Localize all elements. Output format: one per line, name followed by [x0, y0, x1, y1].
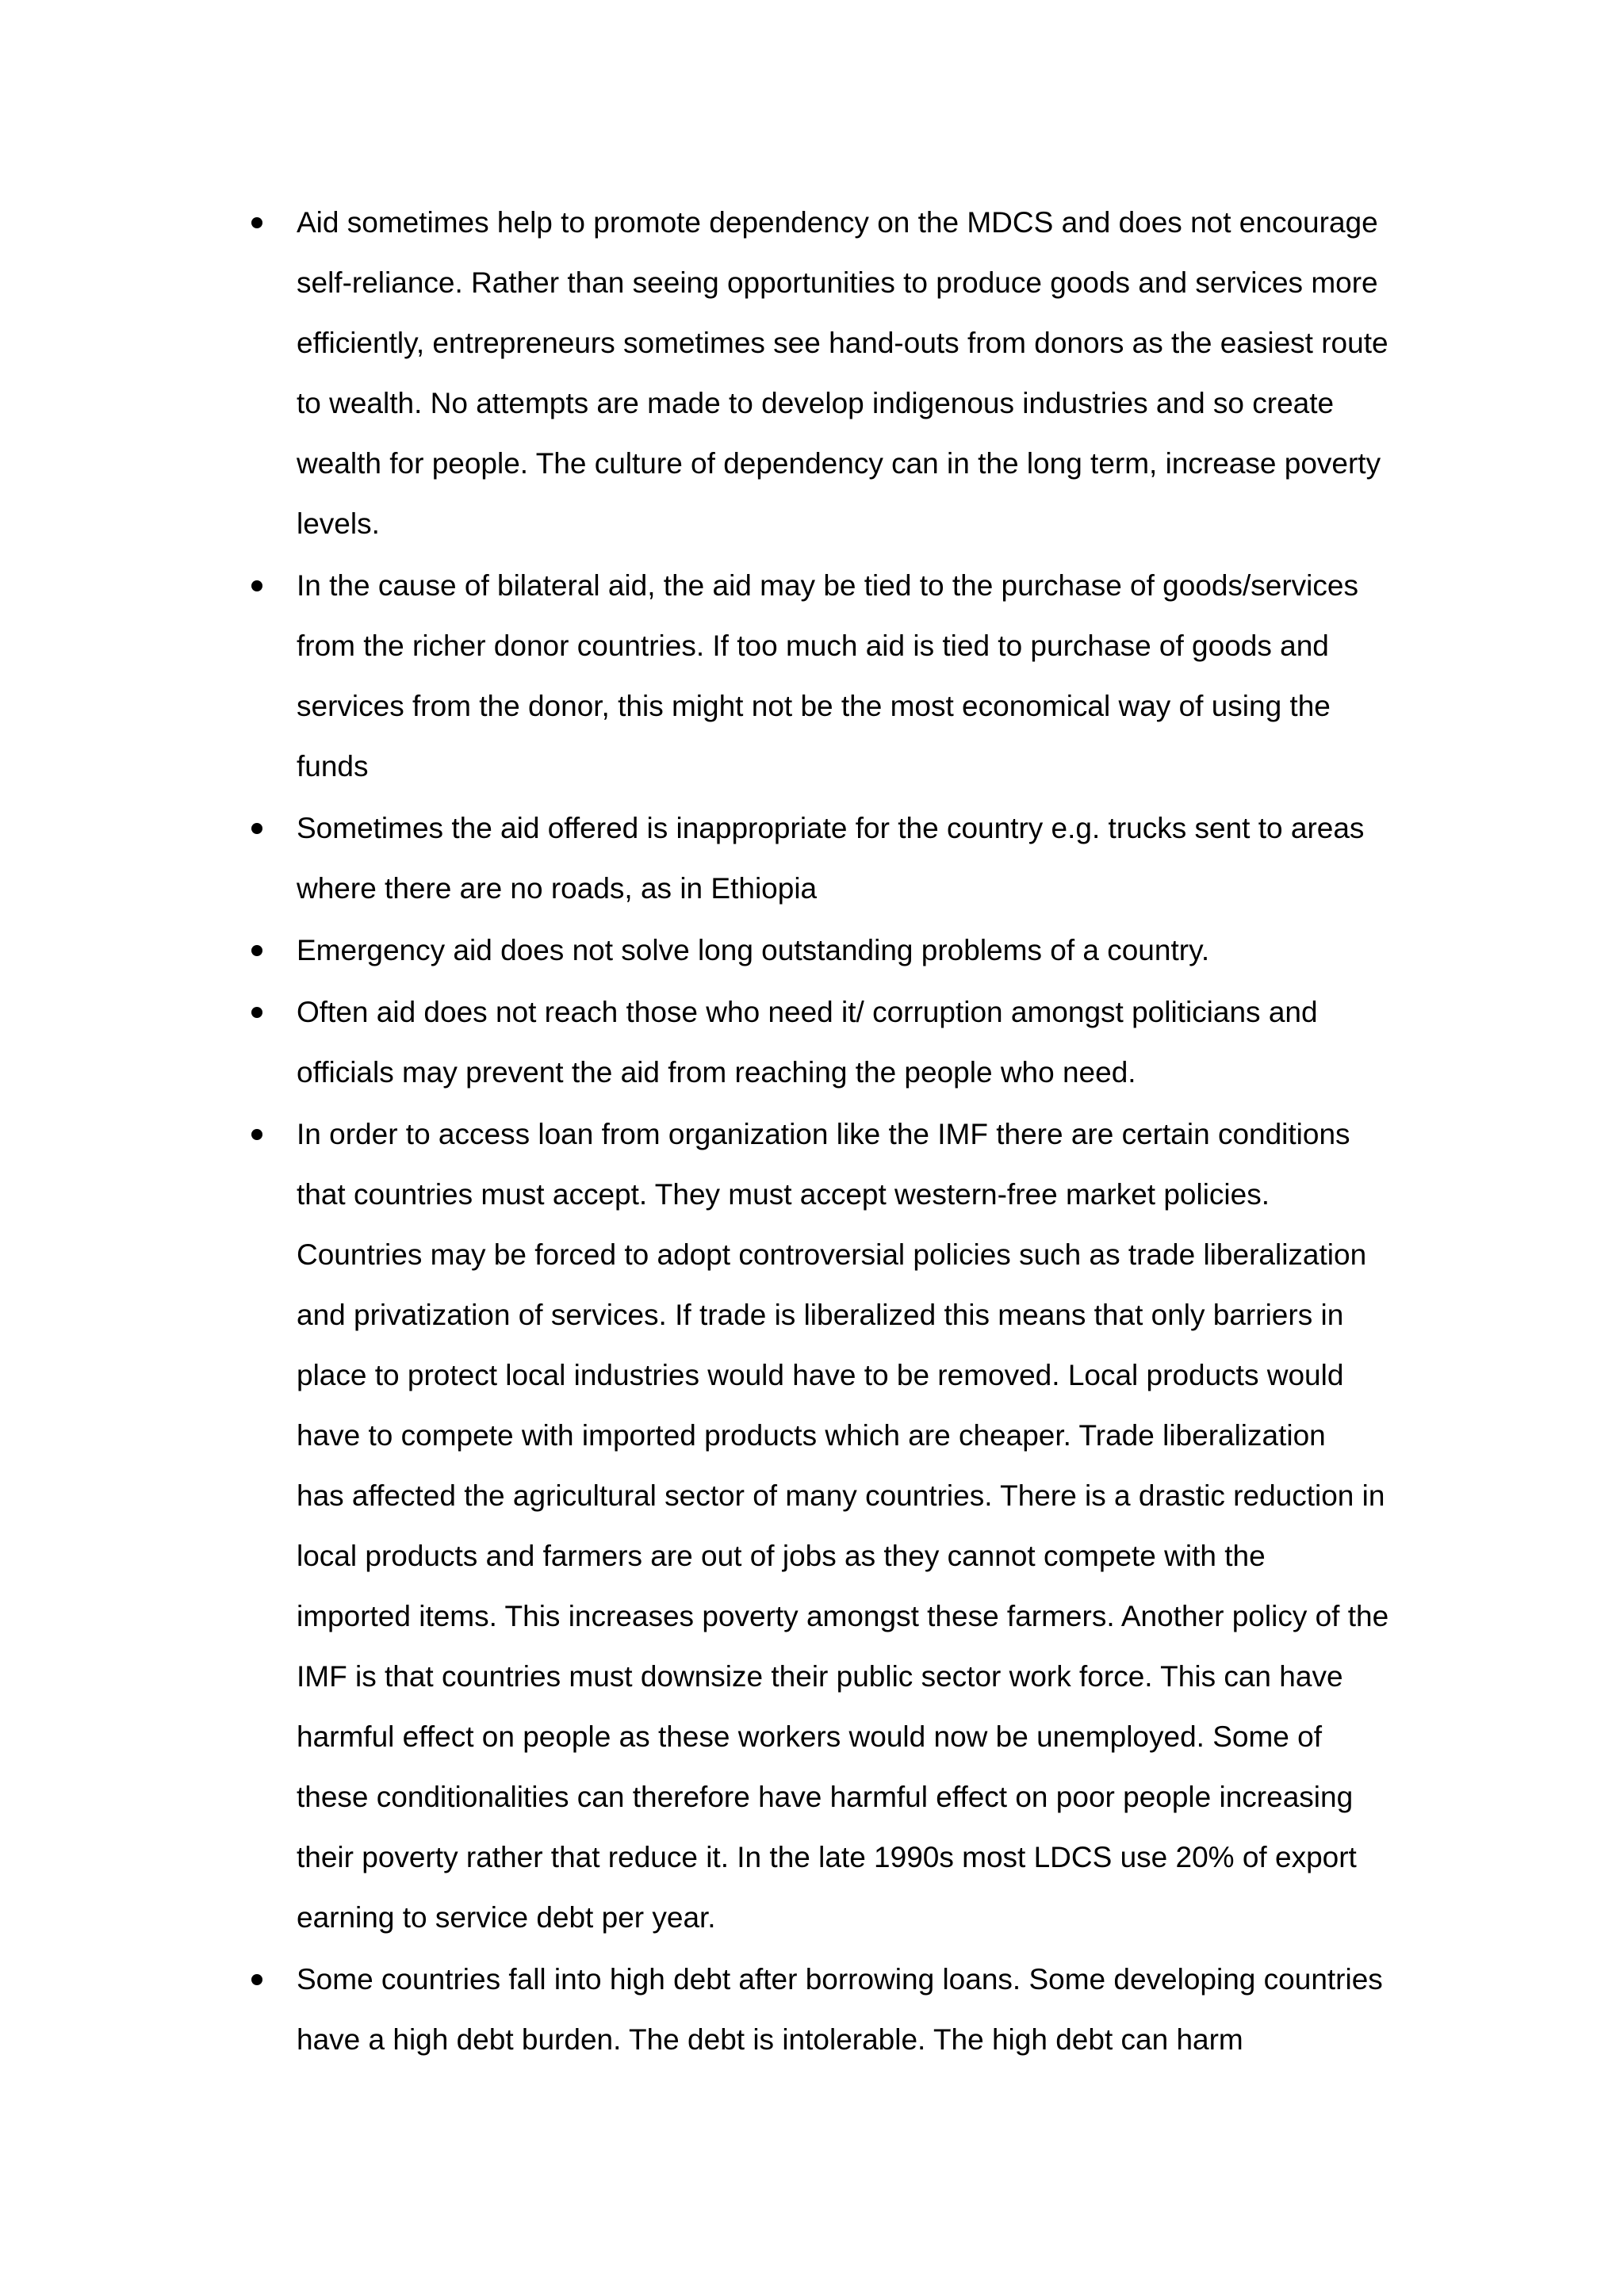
- bullet-item: [241, 556, 1446, 797]
- bullet-text-line: and privatization of services. If trade is liberalized this means that only barriers in: [297, 1299, 1344, 1331]
- bullet-text-line: In the cause of bilateral aid, the aid may be tied to the purchase of goods/services: [297, 569, 1358, 602]
- bullet-text-line: place to protect local industries would have to be removed. Local products would: [297, 1359, 1344, 1391]
- bullet-item: [241, 920, 1446, 981]
- bullet-text-line: from the richer donor countries. If too much aid is tied to purchase of goods and: [297, 629, 1329, 662]
- bullet-text-line: have to compete with imported products which are cheaper. Trade liberalization: [297, 1419, 1326, 1452]
- bullet-text-line: wealth for people. The culture of dependency can in the long term, increase poverty: [297, 447, 1381, 480]
- bullet-text-line: Emergency aid does not solve long outstanding problems of a country.: [297, 934, 1210, 966]
- bullet-text-line: harmful effect on people as these workers would now be unemployed. Some of: [297, 1720, 1323, 1753]
- bullet-item: [241, 1950, 1446, 2070]
- bullet-text-line: their poverty rather that reduce it. In the late 1990s most LDCS use 20% of export: [297, 1841, 1357, 1873]
- bullet-text-line: officials may prevent the aid from reaching the people who need.: [297, 1056, 1136, 1089]
- bullet-text-line: efficiently, entrepreneurs sometimes see hand-outs from donors as the easiest route: [297, 327, 1388, 359]
- bullet-text-line: Countries may be forced to adopt controversial policies such as trade liberalization: [297, 1238, 1367, 1271]
- bullet-text-line: IMF is that countries must downsize their public sector work force. This can have: [297, 1660, 1343, 1693]
- bullet-text-line: local products and farmers are out of jobs as they cannot compete with the: [297, 1540, 1266, 1572]
- bullet-text-line: Often aid does not reach those who need it/ corruption amongst politicians and: [297, 996, 1318, 1028]
- bullet-dot-icon: [251, 193, 262, 253]
- bullet-text-line: self-reliance. Rather than seeing opportunities to produce goods and services more: [297, 266, 1378, 299]
- bullet-text-line: Sometimes the aid offered is inappropriate for the country e.g. trucks sent to areas: [297, 812, 1365, 844]
- bullet-item: [241, 1104, 1446, 1948]
- bullet-text-line: these conditionalities can therefore have harmful effect on poor people increasing: [297, 1781, 1354, 1813]
- bullet-text-line: In order to access loan from organization like the IMF there are certain conditions: [297, 1118, 1350, 1150]
- bullet-text-line: where there are no roads, as in Ethiopia: [297, 872, 818, 905]
- bullet-item: [241, 193, 1446, 554]
- bullet-text-line: have a high debt burden. The debt is intolerable. The high debt can harm: [297, 2023, 1243, 2056]
- bullet-text-line: has affected the agricultural sector of many countries. There is a drastic reduction in: [297, 1479, 1385, 1512]
- bullet-text-line: earning to service debt per year.: [297, 1901, 716, 1934]
- bullet-text-line: funds: [297, 750, 369, 783]
- bullet-text-line: Some countries fall into high debt after borrowing loans. Some developing countries: [297, 1963, 1383, 1996]
- bullet-text-line: levels.: [297, 507, 380, 540]
- bullet-list: [241, 193, 1446, 2072]
- bullet-text-line: to wealth. No attempts are made to develop indigenous industries and so create: [297, 387, 1335, 419]
- bullet-dot-icon: [251, 556, 262, 616]
- bullet-text-line: imported items. This increases poverty amongst these farmers. Another policy of the: [297, 1600, 1389, 1632]
- bullet-text-line: services from the donor, this might not be the most economical way of using the: [297, 690, 1331, 722]
- bullet-dot-icon: [251, 1104, 262, 1165]
- bullet-text-line: Aid sometimes help to promote dependency on the MDCS and does not encourage: [297, 206, 1378, 239]
- bullet-dot-icon: [251, 982, 262, 1043]
- bullet-dot-icon: [251, 798, 262, 859]
- bullet-dot-icon: [251, 1950, 262, 2010]
- bullet-item: [241, 798, 1446, 919]
- bullet-item: [241, 982, 1446, 1103]
- bullet-text-line: that countries must accept. They must accept western-free market policies.: [297, 1178, 1270, 1211]
- bullet-dot-icon: [251, 920, 262, 981]
